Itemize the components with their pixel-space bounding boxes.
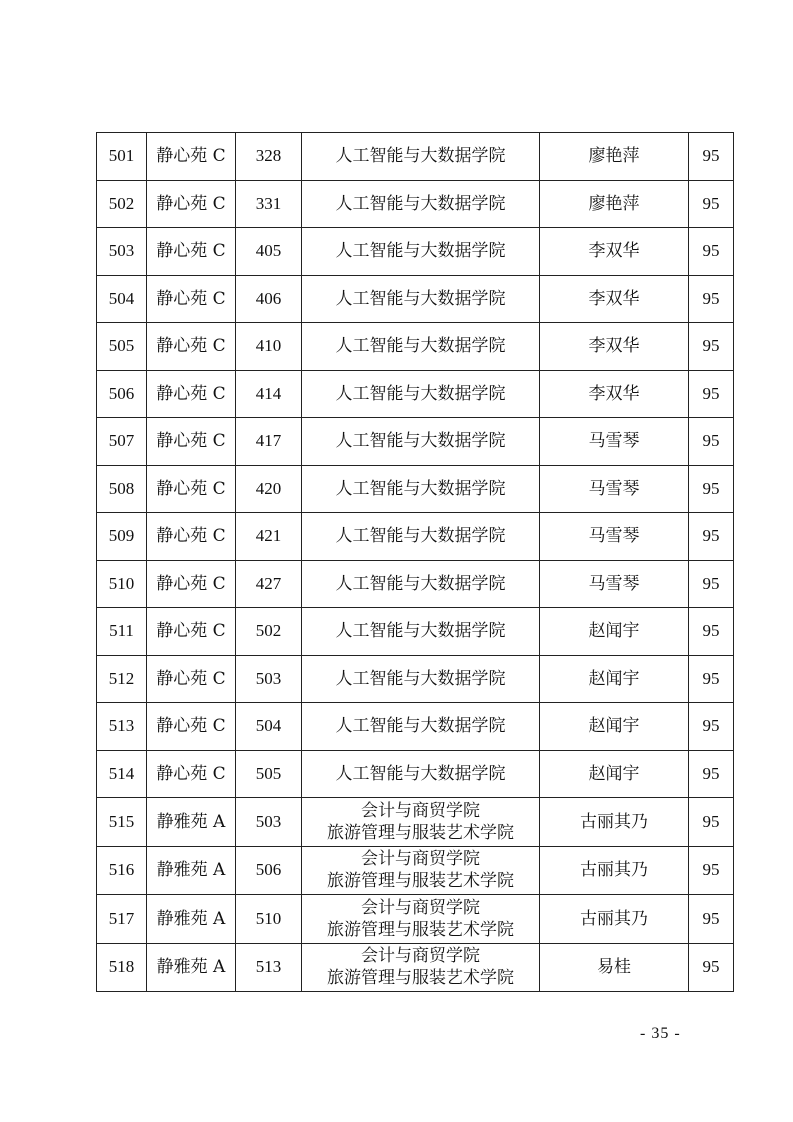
room-cell: 505 [236, 750, 302, 798]
department-line: 人工智能与大数据学院 [335, 526, 506, 547]
department-line: 旅游管理与服装艺术学院 [327, 871, 514, 892]
score-cell: 95 [689, 370, 734, 418]
room-cell: 420 [236, 465, 302, 513]
room-cell: 510 [236, 895, 302, 944]
table-row [97, 180, 734, 228]
building-cell: 静雅苑 A [147, 846, 236, 895]
table-row [97, 513, 734, 561]
building-cell: 静心苑 C [147, 560, 236, 608]
building-cell: 静心苑 C [147, 750, 236, 798]
building-cell: 静心苑 C [147, 323, 236, 371]
department-cell [302, 465, 540, 513]
score-cell: 95 [689, 323, 734, 371]
score-cell: 95 [689, 943, 734, 992]
building-cell: 静心苑 C [147, 655, 236, 703]
department-cell [302, 275, 540, 323]
department-line: 人工智能与大数据学院 [335, 621, 506, 642]
table-row [97, 418, 734, 466]
person-cell: 李双华 [540, 323, 689, 371]
row-number-cell: 517 [97, 895, 147, 944]
score-cell: 95 [689, 798, 734, 847]
table-row [97, 846, 734, 895]
building-cell: 静心苑 C [147, 465, 236, 513]
table-row [97, 370, 734, 418]
score-cell: 95 [689, 655, 734, 703]
department-cell [302, 133, 540, 181]
row-number-cell: 515 [97, 798, 147, 847]
table-row [97, 133, 734, 181]
person-cell: 古丽其乃 [540, 895, 689, 944]
person-cell: 赵闻宇 [540, 703, 689, 751]
person-cell: 马雪琴 [540, 465, 689, 513]
row-number-cell: 506 [97, 370, 147, 418]
row-number-cell: 511 [97, 608, 147, 656]
score-cell: 95 [689, 750, 734, 798]
score-cell: 95 [689, 418, 734, 466]
score-cell: 95 [689, 846, 734, 895]
department-cell [302, 895, 540, 944]
department-cell [302, 418, 540, 466]
building-cell: 静心苑 C [147, 370, 236, 418]
department-line: 人工智能与大数据学院 [335, 383, 506, 404]
score-cell: 95 [689, 275, 734, 323]
department-line: 人工智能与大数据学院 [335, 193, 506, 214]
building-cell: 静心苑 C [147, 703, 236, 751]
building-cell: 静雅苑 A [147, 943, 236, 992]
person-cell: 马雪琴 [540, 418, 689, 466]
score-cell: 95 [689, 513, 734, 561]
building-cell: 静雅苑 A [147, 895, 236, 944]
department-cell [302, 323, 540, 371]
department-line: 人工智能与大数据学院 [335, 146, 506, 167]
department-cell [302, 560, 540, 608]
department-cell [302, 655, 540, 703]
room-cell: 405 [236, 228, 302, 276]
room-cell: 410 [236, 323, 302, 371]
person-cell: 马雪琴 [540, 560, 689, 608]
building-cell: 静心苑 C [147, 513, 236, 561]
department-line: 人工智能与大数据学院 [335, 478, 506, 499]
building-cell: 静雅苑 A [147, 798, 236, 847]
table-row [97, 655, 734, 703]
department-line: 旅游管理与服装艺术学院 [327, 968, 514, 989]
table-row [97, 608, 734, 656]
department-cell [302, 703, 540, 751]
table-row [97, 465, 734, 513]
table-row [97, 228, 734, 276]
table-row [97, 703, 734, 751]
person-cell: 赵闻宇 [540, 655, 689, 703]
department-cell [302, 228, 540, 276]
person-cell: 李双华 [540, 370, 689, 418]
department-line: 人工智能与大数据学院 [335, 573, 506, 594]
department-line: 人工智能与大数据学院 [335, 241, 506, 262]
score-cell: 95 [689, 133, 734, 181]
department-cell [302, 846, 540, 895]
table-row [97, 560, 734, 608]
row-number-cell: 507 [97, 418, 147, 466]
person-cell: 廖艳萍 [540, 133, 689, 181]
room-cell: 414 [236, 370, 302, 418]
department-line: 人工智能与大数据学院 [335, 716, 506, 737]
score-cell: 95 [689, 608, 734, 656]
building-cell: 静心苑 C [147, 228, 236, 276]
room-cell: 503 [236, 655, 302, 703]
room-cell: 506 [236, 846, 302, 895]
department-line: 人工智能与大数据学院 [335, 431, 506, 452]
person-cell: 廖艳萍 [540, 180, 689, 228]
person-cell: 李双华 [540, 228, 689, 276]
table-row [97, 798, 734, 847]
department-cell [302, 513, 540, 561]
row-number-cell: 514 [97, 750, 147, 798]
row-number-cell: 505 [97, 323, 147, 371]
person-cell: 古丽其乃 [540, 846, 689, 895]
building-cell: 静心苑 C [147, 418, 236, 466]
person-cell: 易桂 [540, 943, 689, 992]
person-cell: 马雪琴 [540, 513, 689, 561]
department-line: 人工智能与大数据学院 [335, 336, 506, 357]
department-cell [302, 750, 540, 798]
department-line: 会计与商贸学院 [361, 800, 480, 821]
row-number-cell: 503 [97, 228, 147, 276]
row-number-cell: 501 [97, 133, 147, 181]
department-line: 会计与商贸学院 [361, 946, 480, 967]
room-cell: 502 [236, 608, 302, 656]
row-number-cell: 509 [97, 513, 147, 561]
department-cell [302, 370, 540, 418]
department-line: 旅游管理与服装艺术学院 [327, 822, 514, 843]
room-cell: 417 [236, 418, 302, 466]
row-number-cell: 518 [97, 943, 147, 992]
room-cell: 503 [236, 798, 302, 847]
building-cell: 静心苑 C [147, 608, 236, 656]
page-number: - 35 - [640, 1025, 681, 1042]
department-line: 人工智能与大数据学院 [335, 668, 506, 689]
table-body [97, 133, 734, 992]
row-number-cell: 504 [97, 275, 147, 323]
score-cell: 95 [689, 228, 734, 276]
building-cell: 静心苑 C [147, 275, 236, 323]
department-line: 人工智能与大数据学院 [335, 763, 506, 784]
room-cell: 331 [236, 180, 302, 228]
person-cell: 赵闻宇 [540, 608, 689, 656]
score-cell: 95 [689, 560, 734, 608]
department-line: 会计与商贸学院 [361, 897, 480, 918]
department-cell [302, 180, 540, 228]
score-cell: 95 [689, 703, 734, 751]
department-line: 人工智能与大数据学院 [335, 288, 506, 309]
room-cell: 513 [236, 943, 302, 992]
row-number-cell: 502 [97, 180, 147, 228]
person-cell: 赵闻宇 [540, 750, 689, 798]
room-cell: 421 [236, 513, 302, 561]
row-number-cell: 508 [97, 465, 147, 513]
room-cell: 328 [236, 133, 302, 181]
person-cell: 李双华 [540, 275, 689, 323]
row-number-cell: 512 [97, 655, 147, 703]
room-cell: 427 [236, 560, 302, 608]
dormitory-score-table [96, 132, 734, 992]
building-cell: 静心苑 C [147, 180, 236, 228]
department-cell [302, 943, 540, 992]
table-row [97, 323, 734, 371]
department-cell [302, 608, 540, 656]
row-number-cell: 510 [97, 560, 147, 608]
department-line: 旅游管理与服装艺术学院 [327, 919, 514, 940]
room-cell: 504 [236, 703, 302, 751]
table-row [97, 275, 734, 323]
score-cell: 95 [689, 180, 734, 228]
table-row [97, 943, 734, 992]
department-cell [302, 798, 540, 847]
row-number-cell: 516 [97, 846, 147, 895]
room-cell: 406 [236, 275, 302, 323]
table-row [97, 895, 734, 944]
table-row [97, 750, 734, 798]
score-cell: 95 [689, 465, 734, 513]
row-number-cell: 513 [97, 703, 147, 751]
department-line: 会计与商贸学院 [361, 849, 480, 870]
building-cell: 静心苑 C [147, 133, 236, 181]
person-cell: 古丽其乃 [540, 798, 689, 847]
score-cell: 95 [689, 895, 734, 944]
